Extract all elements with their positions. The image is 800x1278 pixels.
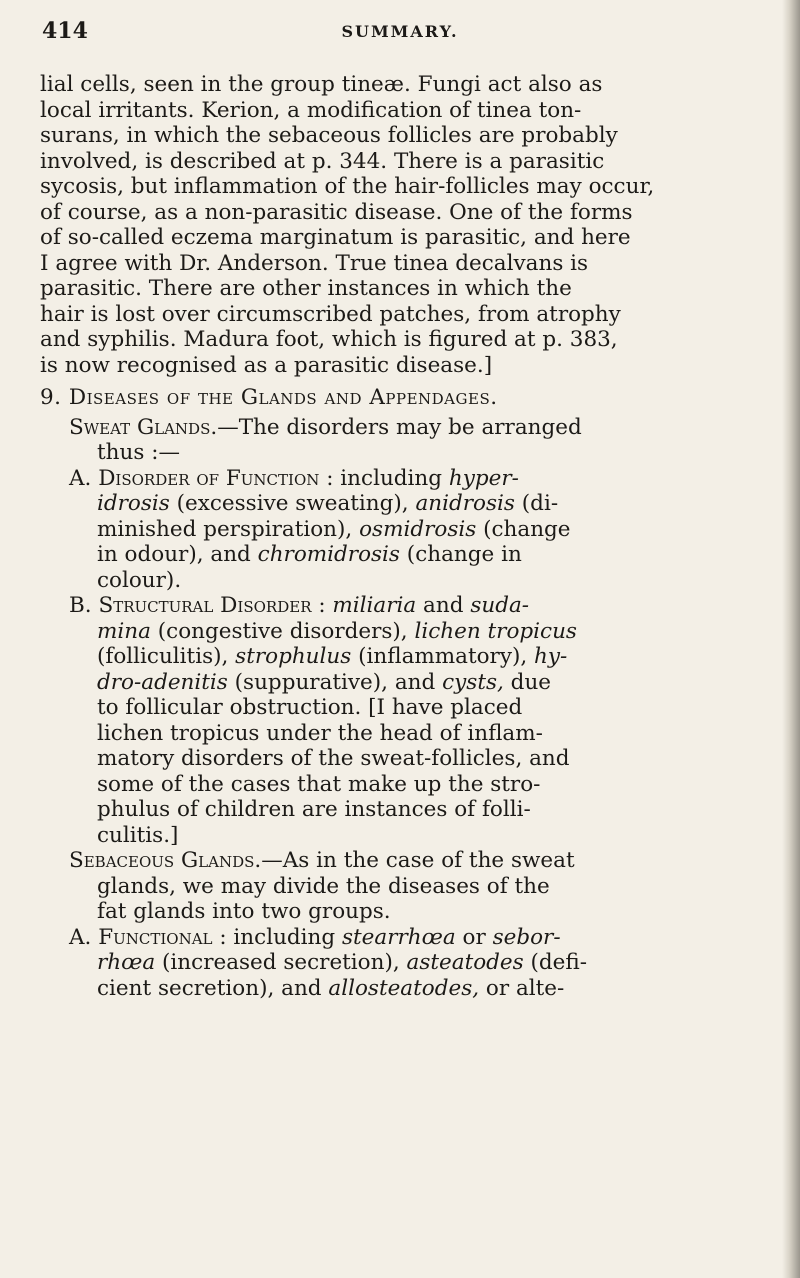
item-label: B. Structural Disorder : xyxy=(69,593,326,618)
running-head: SUMMARY. xyxy=(341,22,459,41)
term: lichen tropicus xyxy=(414,618,577,644)
page-edge-shadow xyxy=(782,0,800,1278)
term: miliaria xyxy=(332,593,417,618)
text-run: (suppurative), and xyxy=(227,669,443,695)
text-run: cient secretion), and xyxy=(97,975,329,1001)
text-run: (inflammatory), xyxy=(351,644,535,669)
text-run: (excessive sweating), xyxy=(169,491,416,516)
text-run: and xyxy=(416,593,471,618)
text-line: colour). xyxy=(97,567,182,593)
term: cysts, xyxy=(442,669,504,695)
term: osmidrosis xyxy=(359,516,477,542)
term: chromidrosis xyxy=(257,542,400,567)
subsection-label: Sweat Glands. xyxy=(69,414,218,440)
text-line: matory disorders of the sweat-follicles, and xyxy=(97,746,570,771)
text-run: (congestive disorders), xyxy=(150,618,415,644)
text-line: phulus of children are instances of folli- xyxy=(97,797,531,822)
sweat-glands-section xyxy=(40,415,760,849)
text-run: —The disorders may be arranged xyxy=(217,414,582,440)
text-line: culitis.] xyxy=(97,822,179,848)
paragraph-parasitic-diseases xyxy=(40,72,760,378)
text-line: lichen tropicus under the head of inflam- xyxy=(97,720,543,746)
text-run: (increased secretion), xyxy=(155,950,407,975)
text-line: some of the cases that make up the stro- xyxy=(97,771,541,797)
term: rhœa xyxy=(97,950,156,975)
item-label: A. Disorder of Function : xyxy=(69,465,334,491)
page-header xyxy=(0,18,800,58)
text-run: minished perspiration), xyxy=(97,516,360,542)
term: stearrhœa xyxy=(342,924,456,950)
text-run: due xyxy=(503,669,552,695)
text-line: sycosis, but inflammation of the hair-follicles may occur, xyxy=(40,174,655,199)
text-line: thus :— xyxy=(97,440,180,465)
item-label: A. Functional : xyxy=(69,924,227,950)
text-line: and syphilis. Madura foot, which is figured at p. 383, xyxy=(40,327,618,352)
text-line: to follicular obstruction. [I have placed xyxy=(97,695,523,720)
text-run: in odour), and xyxy=(97,542,258,567)
text-run: (change in xyxy=(399,542,522,567)
text-line: I agree with Dr. Anderson. True tinea decalvans is xyxy=(40,250,589,276)
text-run: or xyxy=(455,924,493,950)
term: hyper- xyxy=(448,465,519,491)
term: allosteatodes, xyxy=(328,975,480,1001)
term: mina xyxy=(97,618,151,644)
term: anidrosis xyxy=(415,491,515,516)
text-line: hair is lost over circumscribed patches, from atrophy xyxy=(40,301,621,327)
text-line: of course, as a non-parasitic disease. One of the forms xyxy=(40,199,633,225)
text-run: including xyxy=(333,465,449,491)
text-line: parasitic. There are other instances in which the xyxy=(40,276,572,301)
term: idrosis xyxy=(97,491,170,516)
text-run: (folliculitis), xyxy=(97,644,236,669)
text-line: surans, in which the sebaceous follicles are probably xyxy=(40,123,618,148)
text-line: glands, we may divide the diseases of the xyxy=(97,873,550,899)
text-run: —As in the case of the sweat xyxy=(261,848,575,873)
term: sebor- xyxy=(492,924,561,950)
term: strophulus xyxy=(235,644,352,669)
text-run: (defi- xyxy=(523,950,587,975)
sebaceous-glands-section xyxy=(40,848,760,1001)
text-line: of so-called eczema marginatum is parasitic, and here xyxy=(40,225,631,250)
text-line: is now recognised as a parasitic disease.] xyxy=(40,352,493,378)
page-body xyxy=(40,72,760,1001)
section-heading: 9. Diseases of the Glands and Appendages. xyxy=(40,385,498,410)
text-line: local irritants. Kerion, a modification of tinea ton- xyxy=(40,97,582,123)
page-number: 414 xyxy=(42,18,88,44)
text-line: lial cells, seen in the group tineæ. Fungi act also as xyxy=(40,72,603,97)
text-run: or alte- xyxy=(479,975,565,1001)
term: suda- xyxy=(470,593,530,618)
text-run: including xyxy=(226,924,342,950)
text-line: involved, is described at p. 344. There is a parasitic xyxy=(40,148,605,174)
text-line: fat glands into two groups. xyxy=(97,899,391,924)
term: asteatodes xyxy=(406,950,524,975)
term: dro-adenitis xyxy=(97,669,228,695)
text-run: (di- xyxy=(514,491,559,516)
subsection-label: Sebaceous Glands. xyxy=(69,848,262,873)
term: hy- xyxy=(534,644,568,669)
text-run: (change xyxy=(476,516,571,542)
